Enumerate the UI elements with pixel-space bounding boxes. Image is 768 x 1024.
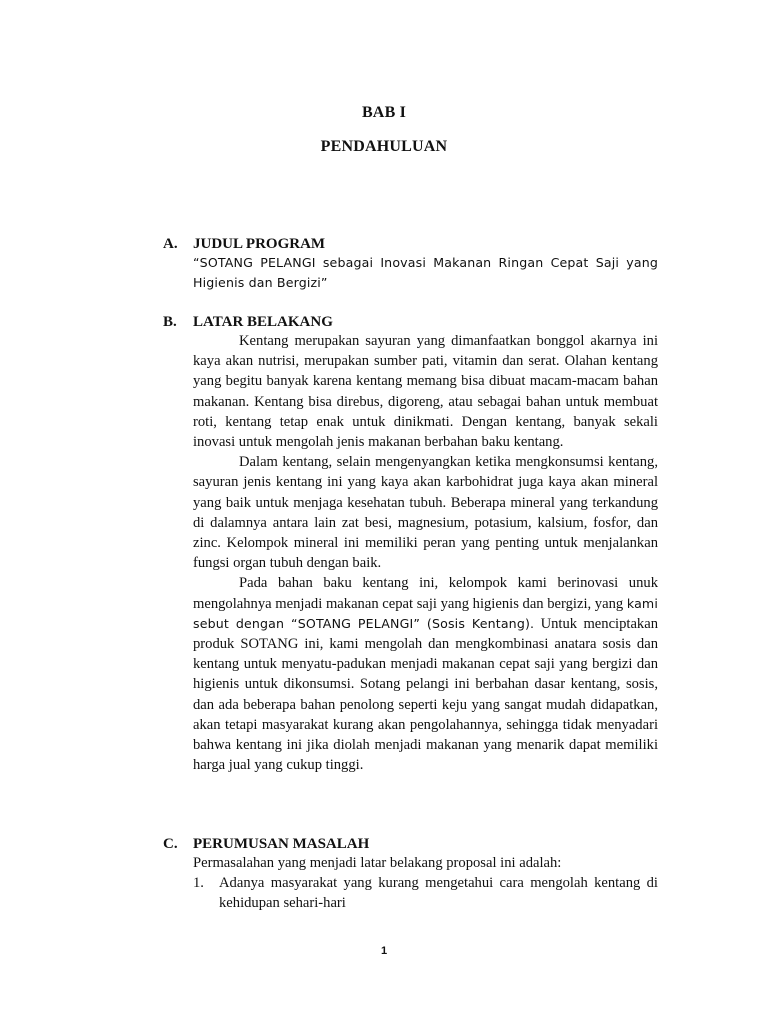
page-number: 1 [380, 945, 388, 957]
background-paragraph-1: Kentang merupakan sayuran yang dimanfaatkan bonggol akarnya ini kaya akan nutrisi, merupakan sumber pati, vitamin dan serat. Olahan kentang yang begitu banyak karena kentang memang bisa dibuat macam-macam bahan makanan. Kentang bisa direbus, digoreng, atau sebagai bahan untuk membuat roti, kentang tetap enak untuk dinikmati. Dengan kentang, banyak sekali inovasi untuk mengolah jenis makanan berbahan baku kentang. [193, 333, 658, 451]
chapter-title: PENDAHULUAN [320, 138, 448, 155]
background-paragraph-3-part-2: Untuk menciptakan produk SOTANG ini, kami mengolah dan mengkombinasi anatara sosis dan kentang untuk menyatu-padukan menjadi makanan cepat saji yang bergizi dan higienis untuk dikonsumsi. Sotang pelangi ini berbahan dasar kentang, sosis, dan ada beberapa bahan penolong seperti keju yang sangat mudah didapatkan, akan tetapi masyarakat kurang akan pengolahannya, sehingga tidak menyadari bahwa kentang ini jika diolah menjadi makanan yang menarik dapat memiliki harga jual yang cukup tinggi. [193, 615, 658, 774]
problem-item-text: Adanya masyarakat yang kurang mengetahui cara mengolah kentang di kehidupan sehari-hari [219, 875, 658, 912]
program-title-text: “SOTANG PELANGI sebagai Inovasi Makanan Ringan Cepat Saji yang Higienis dan Bergizi” [193, 255, 658, 291]
sotang-pelangi-mention: kami sebut dengan “SOTANG PELANGI” (Sosis Kentang). [193, 595, 658, 631]
section-c-title: PERUMUSAN MASALAH [193, 836, 370, 852]
background-paragraph-3-part-1: Pada bahan baku kentang ini, kelompok kami berinovasi unuk mengolahnya menjadi makanan cepat saji yang higienis dan bergizi, yang [193, 575, 658, 612]
problem-intro: Permasalahan yang menjadi latar belakang proposal ini adalah: [193, 855, 562, 871]
section-a-letter: A. [163, 236, 178, 252]
section-b-title: LATAR BELAKANG [193, 314, 333, 330]
section-b-heading [163, 312, 333, 332]
chapter-number: BAB I [361, 104, 407, 121]
background-section-body [193, 331, 658, 775]
section-a-title: JUDUL PROGRAM [193, 236, 326, 252]
background-paragraph-2: Dalam kentang, selain mengenyangkan ketika mengkonsumsi kentang, sayuran jenis kentang ini yang kaya akan karbohidrat juga kaya akan mineral yang baik untuk menjaga kesehatan tubuh. Beberapa mineral yang terkandung di dalamnya antara lain zat besi, magnesium, potasium, kalsium, fosfor, dan zinc. Kelompok mineral ini memiliki peran yang penting untuk menjalankan fungsi organ tubuh dengan baik. [193, 454, 658, 572]
background-paragraph-3 [193, 573, 658, 775]
section-b-letter: B. [163, 314, 177, 330]
problem-list-item [193, 873, 658, 913]
section-c-heading [163, 834, 369, 854]
section-a-heading [163, 234, 325, 254]
section-c-letter: C. [163, 836, 178, 852]
problem-item-number: 1. [193, 875, 204, 891]
